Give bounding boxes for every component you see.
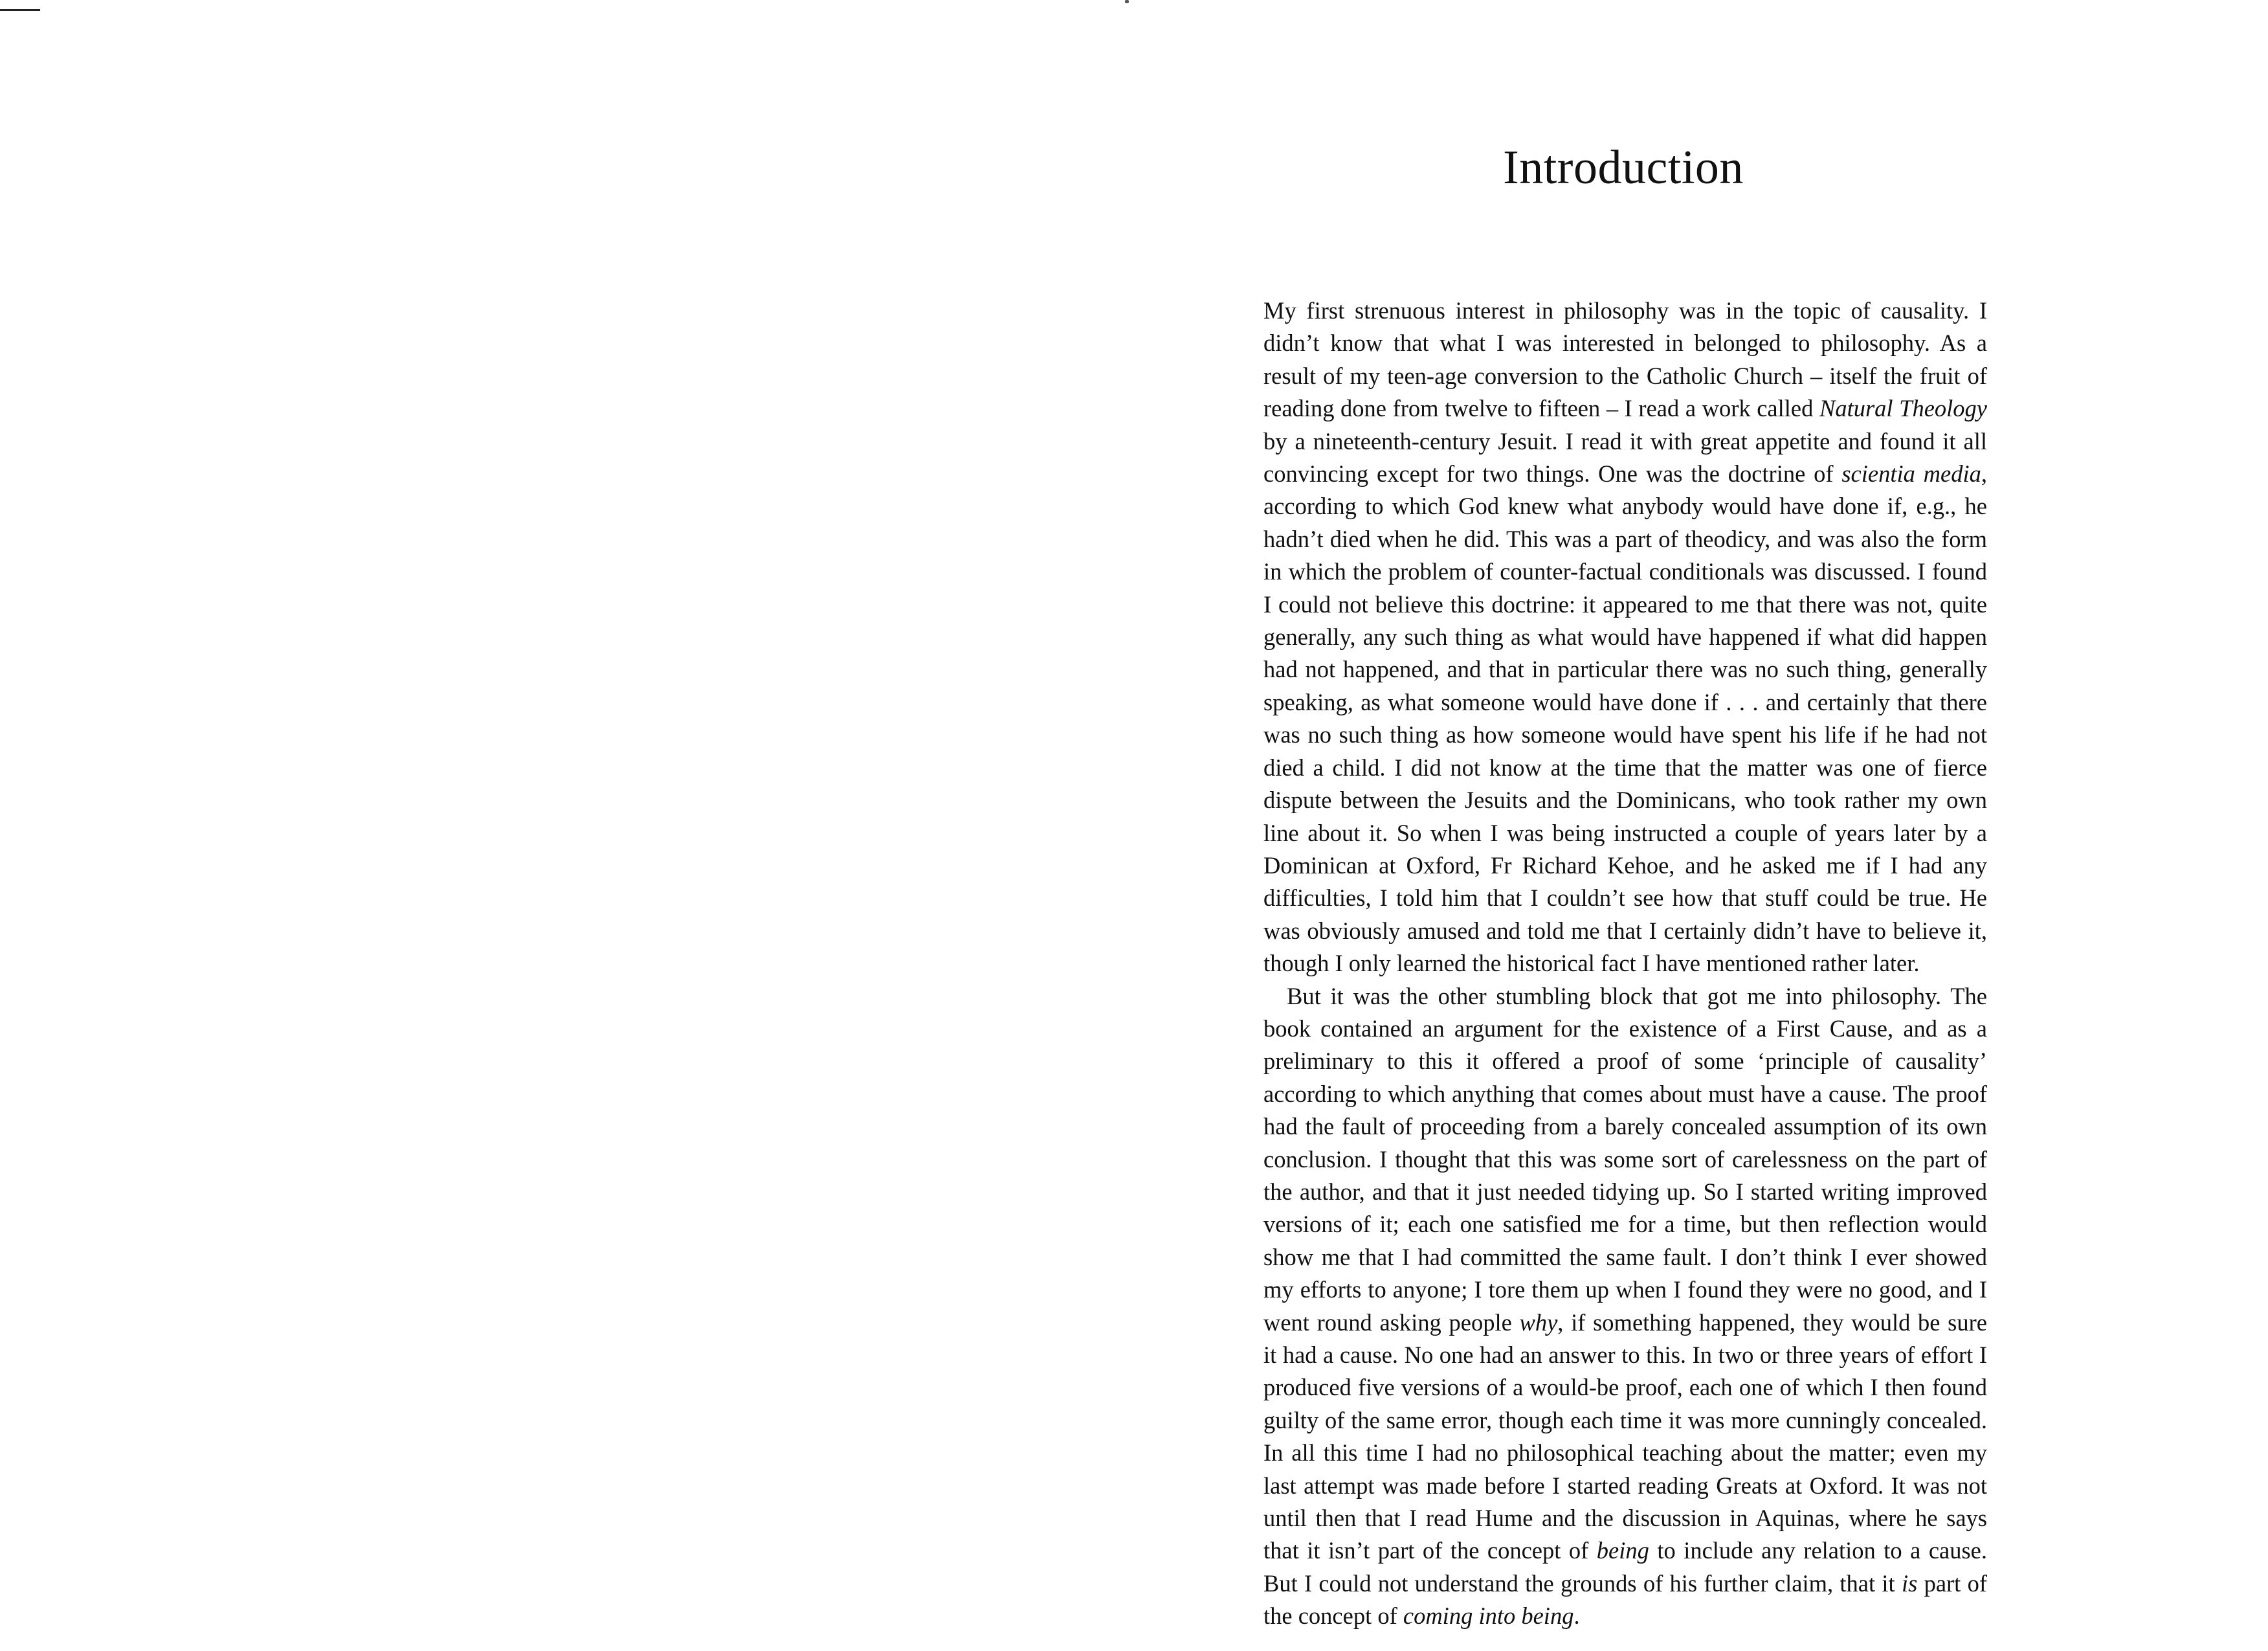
paragraph-1-text: , according to which God knew what anybody would have done if, e.g., he hadn’t died when he did. This was a part of theodicy, and was also the form in which the problem of counter-factual conditionals was discussed. I found I could not believe this doctrine: it appeared to me that there was not, quite generally, any such thing as what would have happened if what did happen had not happened, and that in particular there was no such thing, generally speaking, as what someone would have done if . . . and certainly that there was no such thing as how someone would have spent his life if he had not died a child. I did not know at the time that the matter was one of fierce dispute between the Jesuits and the Dominicans, who took rather my own line about it. So when I was being instructed a couple of years later by a Dominican at Oxford, Fr Richard Kehoe, and he asked me if I had any difficulties, I told him that I couldn’t see how that stuff could be true. He was obviously amused and told me that I certainly didn’t have to believe it, though I only learned the historical fact I have mentioned rather later. [1263,460,1987,977]
paragraph-1-italic: Natural Theology [1819,395,1987,422]
paragraph-2 [1263,980,1987,1633]
paragraph-2-text: , if something happened, they would be sure it had a cause. No one had an answer to this. In two or three years of effort I produced five versions of a would-be proof, each one of which I then found guilty of the same error, though each time it was more cunningly concealed. In all this time I had no philosophical teaching about the matter; even my last attempt was made before I started reading Greats at Oxford. It was not until then that I read Hume and the discussion in Aquinas, where he says that it isn’t part of the concept of [1263,1308,1987,1564]
paragraph-1-text: by a nineteenth-century Jesuit. I read it with great appetite and found it all convincing except for two things. One was the doctrine of [1263,427,1987,488]
paragraph-1-italic: scientia media [1841,460,1981,488]
paragraph-1 [1263,295,1987,980]
body-text [1263,295,1987,1633]
paragraph-1-text: My first strenuous interest in philosophy was in the topic of causality. I didn’t know that what I was interested in belonged to philosophy. As a result of my teen-age conversion to the Catholic Church – itself the fruit of reading done from twelve to fifteen – I read a work called [1263,297,1987,422]
paragraph-2-italic: coming into being [1403,1602,1574,1630]
paragraph-2-text: . [1573,1602,1580,1630]
paragraph-2-italic: why [1519,1308,1558,1336]
paragraph-2-text: to include any relation to a cause. But I could not understand the grounds of his further claim, that it [1263,1537,1987,1597]
paragraph-2-italic: is [1901,1569,1918,1597]
chapter-title: Introduction [1503,141,1744,194]
paragraph-2-text: part of the concept of [1263,1569,1987,1630]
paragraph-2-italic: being [1596,1537,1649,1564]
paragraph-2-text: But it was the other stumbling block that got me into philosophy. The book contained an argument for the existence of a First Cause, and as a preliminary to this it offered a proof of some ‘principle of causality’ according to which anything that comes about must have a cause. The proof had the fault of proceeding from a barely concealed assumption of its own conclusion. I thought that this was some sort of carelessness on the part of the author, and that it just needed tidying up. So I started writing improved versions of it; each one satisfied me for a time, but then reflection would show me that I had committed the same fault. I don’t think I ever showed my efforts to anyone; I tore them up when I found they were no good, and I went round asking people [1263,982,1987,1336]
right-page [1134,0,2268,1651]
